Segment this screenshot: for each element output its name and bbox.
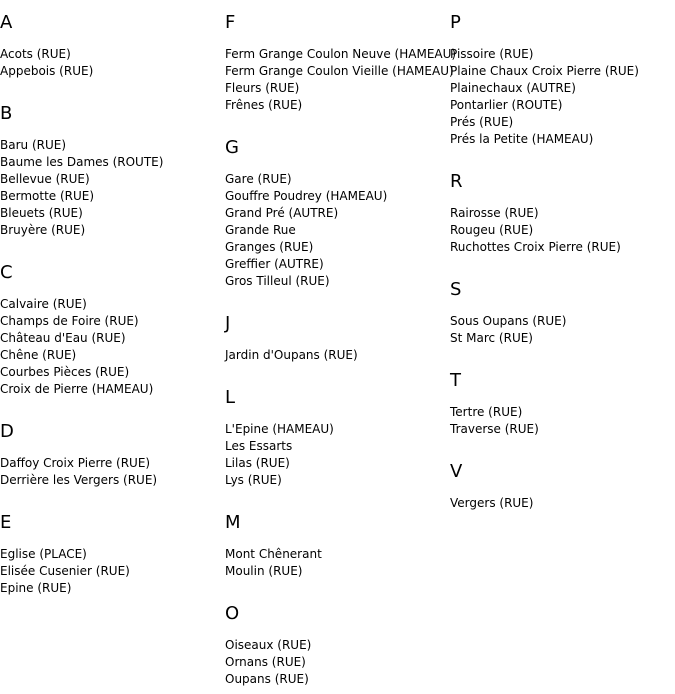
street-link[interactable]: Prés la Petite (HAMEAU): [450, 132, 594, 146]
section-letter-heading: B: [0, 103, 13, 124]
street-link[interactable]: Acots (RUE): [0, 47, 71, 61]
section-letter-heading: L: [225, 387, 236, 408]
street-link[interactable]: Jardin d'Oupans (RUE): [225, 348, 358, 362]
section-letter-heading: E: [0, 512, 12, 533]
street-link[interactable]: Prés (RUE): [450, 115, 514, 129]
street-link[interactable]: Greffier (AUTRE): [225, 257, 324, 271]
street-link[interactable]: Oiseaux (RUE): [225, 638, 312, 652]
letter-section: [225, 387, 450, 489]
street-link[interactable]: Plaine Chaux Croix Pierre (RUE): [450, 64, 639, 78]
index-column: [225, 0, 457, 688]
street-link[interactable]: Sous Oupans (RUE): [450, 314, 567, 328]
street-link[interactable]: Mont Chênerant: [225, 547, 322, 561]
street-link[interactable]: Pontarlier (ROUTE): [450, 98, 563, 112]
street-link[interactable]: Ferm Grange Coulon Neuve (HAMEAU): [225, 47, 457, 61]
street-link[interactable]: Daffoy Croix Pierre (RUE): [0, 456, 151, 470]
letter-section: [0, 12, 225, 80]
street-link[interactable]: Croix de Pierre (HAMEAU): [0, 382, 154, 396]
section-letter-heading: M: [225, 512, 241, 533]
street-link[interactable]: Grande Rue: [225, 223, 296, 237]
street-link[interactable]: Château d'Eau (RUE): [0, 331, 126, 345]
street-link[interactable]: Calvaire (RUE): [0, 297, 87, 311]
section-letter-heading: C: [0, 262, 13, 283]
street-link[interactable]: Derrière les Vergers (RUE): [0, 473, 158, 487]
section-letter-heading: P: [450, 12, 461, 33]
street-link[interactable]: Ruchottes Croix Pierre (RUE): [450, 240, 621, 254]
section-letter-heading: F: [225, 12, 236, 33]
street-link[interactable]: Ornans (RUE): [225, 655, 306, 669]
letter-section: [225, 137, 450, 290]
street-link[interactable]: Tertre (RUE): [450, 405, 523, 419]
street-link[interactable]: Baume les Dames (ROUTE): [0, 155, 164, 169]
street-link[interactable]: Courbes Pièces (RUE): [0, 365, 130, 379]
street-link[interactable]: L'Epine (HAMEAU): [225, 422, 334, 436]
letter-section: [0, 103, 225, 239]
street-link[interactable]: Elisée Cusenier (RUE): [0, 564, 130, 578]
street-link[interactable]: Plainechaux (AUTRE): [450, 81, 576, 95]
street-link[interactable]: Appebois (RUE): [0, 64, 94, 78]
street-link[interactable]: Eglise (PLACE): [0, 547, 87, 561]
street-link[interactable]: Ferm Grange Coulon Vieille (HAMEAU): [225, 64, 454, 78]
letter-section: [450, 279, 675, 347]
street-link[interactable]: St Marc (RUE): [450, 331, 533, 345]
letter-section: [0, 262, 225, 398]
street-link[interactable]: Epine (RUE): [0, 581, 72, 595]
street-link[interactable]: Gouffre Poudrey (HAMEAU): [225, 189, 388, 203]
index-column: [450, 0, 675, 512]
street-link[interactable]: Grand Pré (AUTRE): [225, 206, 339, 220]
letter-section: [450, 370, 675, 438]
letter-section: [225, 603, 450, 688]
section-letter-heading: T: [450, 370, 461, 391]
street-link[interactable]: Gros Tilleul (RUE): [225, 274, 330, 288]
street-link[interactable]: Bellevue (RUE): [0, 172, 90, 186]
street-link[interactable]: Bleuets (RUE): [0, 206, 83, 220]
letter-section: [450, 171, 675, 256]
section-letter-heading: D: [0, 421, 14, 442]
letter-section: [0, 512, 225, 597]
street-link[interactable]: Traverse (RUE): [450, 422, 539, 436]
street-link[interactable]: Fleurs (RUE): [225, 81, 300, 95]
street-link[interactable]: Baru (RUE): [0, 138, 67, 152]
street-link[interactable]: Pissoire (RUE): [450, 47, 534, 61]
letter-section: [225, 12, 457, 114]
street-link[interactable]: Chêne (RUE): [0, 348, 77, 362]
street-link[interactable]: Vergers (RUE): [450, 496, 534, 510]
street-link[interactable]: Oupans (RUE): [225, 672, 309, 686]
street-link[interactable]: Champs de Foire (RUE): [0, 314, 139, 328]
letter-section: [225, 313, 450, 364]
index-column: [0, 0, 225, 597]
section-letter-heading: V: [450, 461, 463, 482]
section-letter-heading: G: [225, 137, 239, 158]
street-link[interactable]: Bruyère (RUE): [0, 223, 86, 237]
street-link[interactable]: Lys (RUE): [225, 473, 282, 487]
street-link[interactable]: Lilas (RUE): [225, 456, 290, 470]
letter-section: [450, 12, 675, 148]
section-letter-heading: O: [225, 603, 240, 624]
section-letter-heading: A: [0, 12, 13, 33]
section-letter-heading: J: [225, 313, 231, 334]
street-link[interactable]: Les Essarts: [225, 439, 293, 453]
letter-section: [0, 421, 225, 489]
letter-section: [450, 461, 675, 512]
section-letter-heading: R: [450, 171, 463, 192]
street-link[interactable]: Rairosse (RUE): [450, 206, 539, 220]
section-letter-heading: S: [450, 279, 462, 300]
street-link[interactable]: Moulin (RUE): [225, 564, 303, 578]
street-link[interactable]: Bermotte (RUE): [0, 189, 95, 203]
street-link[interactable]: Rougeu (RUE): [450, 223, 534, 237]
letter-section: [225, 512, 450, 580]
street-link[interactable]: Granges (RUE): [225, 240, 314, 254]
street-link[interactable]: Gare (RUE): [225, 172, 292, 186]
street-link[interactable]: Frênes (RUE): [225, 98, 303, 112]
